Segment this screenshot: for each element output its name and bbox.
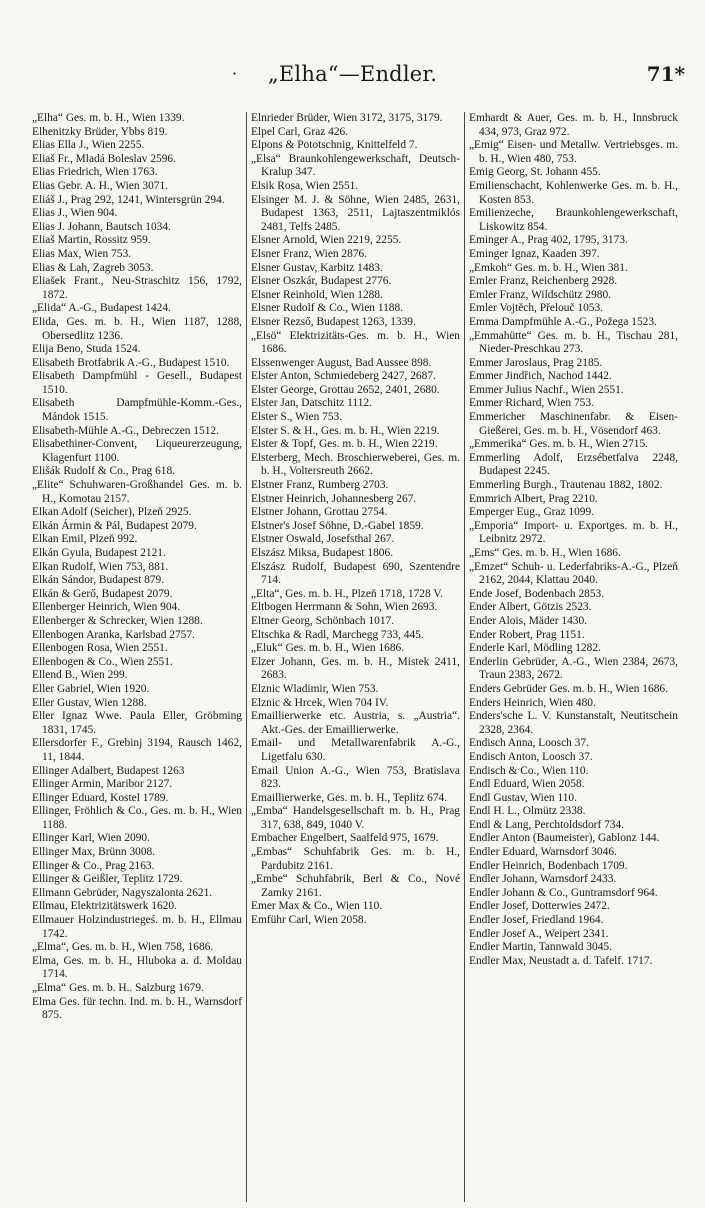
directory-entry: Ellinger, Fröhlich & Co., Ges. m. b. H., Wien 1188. — [32, 805, 242, 831]
directory-entry: „Elma“, Ges. m. b. H., Wien 758, 1686. — [32, 941, 214, 954]
directory-entry: Emilienzeche, Braunkohlengewerkschaft, Liskowitz 854. — [469, 207, 678, 233]
directory-entry: Elisabethiner-Convent, Liqueurerzeugung, Klagenfurt 1100. — [32, 438, 242, 464]
directory-entry: Elstner Oswald, Josefsthal 267. — [251, 533, 395, 546]
directory-entry: Endl Eduard, Wien 2058. — [469, 778, 585, 791]
directory-entry: Elsner Oszkár, Budapest 2776. — [251, 275, 392, 288]
directory-entry: Ende Josef, Bodenbach 2853. — [469, 587, 605, 600]
entry-columns — [28, 112, 682, 1202]
directory-entry: „Elida“ A.-G., Budapest 1424. — [32, 302, 171, 315]
directory-entry: „Elta“, Ges. m. b. H., Plzeň 1718, 1728 V. — [251, 587, 443, 600]
directory-entry: Ender Albert, Götzis 2523. — [469, 601, 592, 614]
directory-entry: Eller Gabriel, Wien 1920. — [32, 682, 150, 695]
directory-entry: Emilienschacht, Kohlenwerke Ges. m. b. H., Kosten 853. — [469, 179, 678, 206]
directory-entry: Elisabeth Brotfabrik A.-G., Budapest 1510. — [32, 356, 230, 369]
directory-entry: Elisabeth Dampfmühl - Gesell., Budapest 1510. — [32, 370, 242, 396]
directory-entry: Endisch & Co., Wien 110. — [469, 764, 589, 777]
directory-entry: Eltbogen Herrmann & Sohn, Wien 2693. — [251, 601, 438, 614]
directory-entry: „Elite“ Schuhwaren-Großhandel Ges. m. b. H., Komotau 2157. — [32, 479, 242, 505]
directory-entry: Emmerling Burgh., Trautenau 1882, 1802. — [469, 479, 663, 492]
directory-entry: Eliaš Martin, Rossitz 959. — [32, 234, 151, 247]
directory-entry: „Emporia“ Import- u. Exportges. m. b. H., Leibnitz 2972. — [469, 519, 678, 546]
directory-entry: Enderlin Gebrüder, A.-G., Wien 2384, 2673, Traun 2383, 2672. — [469, 655, 678, 682]
directory-entry: Emler Franz, Wildschütz 2980. — [469, 288, 611, 301]
page-number: 71* — [646, 62, 685, 86]
directory-entry: Enders Heinrich, Wien 480. — [469, 696, 596, 709]
directory-entry: Elsner Rudolf & Co., Wien 1188. — [251, 302, 404, 315]
directory-entry: Elstner Franz, Rumberg 2703. — [251, 479, 389, 492]
directory-entry: Endler Eduard, Warnsdorf 3046. — [469, 846, 617, 859]
directory-entry: Endler Heinrich, Bodenbach 1709. — [469, 859, 628, 872]
directory-entry: Elišák Rudolf & Co., Prag 618. — [32, 465, 176, 478]
directory-entry: Elsinger M. J. & Söhne, Wien 2485, 2631, Budapest 1363, 2511, Lajtaszentmiklós 2481, Telfs 2485. — [251, 193, 460, 233]
directory-entry: Emperger Eug., Graz 1099. — [469, 506, 595, 519]
directory-entry: Elster S. & H., Ges. m. b. H., Wien 2219. — [251, 424, 440, 437]
directory-entry: „Embe“ Schuhfabrik, Berl & Co., Nové Zamky 2161. — [251, 873, 460, 899]
directory-entry: Enderle Karl, Mödling 1282. — [469, 642, 601, 655]
directory-entry: Eminger A., Prag 402, 1795, 3173. — [469, 234, 628, 247]
column-2 — [246, 112, 464, 1202]
directory-entry: Elida, Ges. m. b. H., Wien 1187, 1288, Obersedlitz 1236. — [32, 315, 242, 342]
directory-entry: Endisch Anton, Loosch 37. — [469, 750, 593, 763]
directory-entry: Elkán Sándor, Budapest 879. — [32, 574, 165, 587]
page-header — [0, 62, 705, 96]
header-mark: · — [232, 64, 238, 83]
directory-entry: Elkan Rudolf, Wien 753, 881. — [32, 560, 169, 573]
directory-entry: Embacher Engelbert, Saalfeld 975, 1679. — [251, 832, 439, 845]
directory-entry: Ender Robert, Prag 1151. — [469, 628, 585, 641]
directory-entry: Elster George, Grottau 2652, 2401, 2680. — [251, 383, 440, 396]
directory-entry: „Emmerika“ Ges. m. b. H., Wien 2715. — [469, 438, 649, 451]
column-1 — [28, 112, 246, 1202]
directory-entry: Ellinger Max, Brünn 3008. — [32, 846, 156, 859]
running-title: „Elha“—Endler. — [267, 62, 438, 86]
directory-entry: Emmer Julius Nachf., Wien 2551. — [469, 383, 624, 396]
directory-entry: Elznic & Hrcek, Wien 704 IV. — [251, 696, 389, 709]
directory-entry: Endl & Lang, Perchtoldsdorf 734. — [469, 818, 625, 831]
directory-entry: Emler Franz, Reichenberg 2928. — [469, 275, 618, 288]
directory-entry: Ellmau, Elektrizitätswerk 1620. — [32, 900, 177, 913]
directory-entry: Ellenbogen Rosa, Wien 2551. — [32, 642, 168, 655]
directory-entry: Elhenitzky Brüder, Ybbs 819. — [32, 125, 168, 138]
directory-entry: „Elha“ Ges. m. b. H., Wien 1339. — [32, 112, 185, 124]
directory-entry: Endler Josef, Dotterwies 2472. — [469, 900, 610, 913]
directory-entry: Elkan Adolf (Seicher), Plzeň 2925. — [32, 506, 192, 519]
directory-entry: Emma Dampfmühle A.-G., Požega 1523. — [469, 315, 657, 328]
directory-entry: Endler Martin, Tannwald 3045. — [469, 941, 612, 954]
directory-entry: Ellenbogen & Co., Wien 2551. — [32, 655, 173, 668]
directory-entry: Ellmauer Holzindustriegeś. m. b. H., Ellmau 1742. — [32, 914, 242, 940]
directory-entry: Elkán Gyula, Budapest 2121. — [32, 547, 166, 559]
directory-entry: Elsner Gustav, Karbitz 1483. — [251, 261, 383, 274]
directory-entry: Ellinger Karl, Wien 2090. — [32, 832, 150, 845]
directory-entry: Elsik Rosa, Wien 2551. — [251, 179, 359, 192]
directory-entry: Endler Johann, Warnsdorf 2433. — [469, 873, 617, 886]
directory-entry: Email- und Metallwarenfabrik A.-G., Ligetfalu 630. — [251, 737, 460, 763]
directory-entry: Emmerling Adolf, Erzsébetfalva 2248, Budapest 2245. — [469, 451, 678, 478]
directory-entry: Elster S., Wien 753. — [251, 411, 343, 424]
directory-entry: Elszász Miksa, Budapest 1806. — [251, 547, 394, 559]
directory-entry: „Emkoh“ Ges. m. b. H., Wien 381. — [469, 261, 628, 274]
directory-entry: „Emig“ Eisen- und Metallw. Vertriebsges. m. b. H., Wien 480, 753. — [469, 139, 678, 165]
directory-entry: Emmrich Albert, Prag 2210. — [469, 492, 598, 505]
directory-entry: Enders Gebrüder Ges. m. b. H., Wien 1686. — [469, 682, 668, 695]
directory-entry: Elias Ella J., Wien 2255. — [32, 139, 145, 152]
directory-entry: Eller Gustav, Wien 1288. — [32, 696, 147, 709]
directory-entry: Eliáš J., Prag 292, 1241, Wintersgrün 294. — [32, 193, 225, 206]
directory-entry: Emer Max & Co., Wien 110. — [251, 900, 383, 913]
directory-entry: Eminger Ignaz, Kaaden 397. — [469, 247, 600, 260]
directory-entry: Emaillierwerke etc. Austria, s. „Austria“. Akt.-Ges. der Emaillierwerke. — [251, 710, 460, 736]
directory-entry: Elkán Ármin & Pál, Budapest 2079. — [32, 519, 197, 532]
directory-entry: Emhardt & Auer, Ges. m. b. H., Innsbruck 434, 973, Graz 972. — [469, 112, 678, 138]
directory-entry: Ellinger Adalbert, Budapest 1263 — [32, 764, 185, 777]
directory-entry: Endler Josef, Friedland 1964. — [469, 914, 604, 927]
directory-entry: Ellinger Armin, Maribor 2127. — [32, 778, 173, 791]
directory-entry: Elsterberg, Mech. Broschierweberei, Ges. m. b. H., Voltersreuth 2662. — [251, 451, 460, 478]
directory-entry: Elsner Rezső, Budapest 1263, 1339. — [251, 315, 416, 328]
directory-entry: Eliašek Frant., Neu-Straschitz 156, 1792, 1872. — [32, 275, 242, 301]
directory-entry: Ender Alois, Mäder 1430. — [469, 614, 587, 627]
directory-entry: Ellend B., Wien 299. — [32, 669, 128, 682]
directory-entry: Elster Jan, Datschitz 1112. — [251, 397, 372, 410]
directory-entry: Eliaš Fr., Mladá Boleslav 2596. — [32, 152, 176, 165]
directory-entry: Eltschka & Radl, Marchegg 733, 445. — [251, 628, 424, 641]
directory-entry: Elias & Lah, Zagreb 3053. — [32, 261, 154, 274]
directory-entry: Elkán & Gerő, Budapest 2079. — [32, 587, 173, 600]
directory-entry: Elpons & Pototschnig, Knittelfeld 7. — [251, 139, 418, 152]
directory-entry: „Elsö“ Elektrizitäts-Ges. m. b. H., Wien 1686. — [251, 329, 460, 356]
directory-entry: Emführ Carl, Wien 2058. — [251, 914, 367, 927]
directory-entry: Ellinger & Geißler, Teplitz 1729. — [32, 873, 183, 886]
directory-entry: Emaillierwerke, Ges. m. b. H., Teplitz 674. — [251, 791, 448, 804]
directory-entry: Elstner Heinrich, Johannesberg 267. — [251, 492, 417, 505]
directory-entry: Elssenwenger August, Bad Aussee 898. — [251, 356, 432, 369]
directory-entry: Ellenbogen Aranka, Karlsbad 2757. — [32, 628, 195, 641]
directory-entry: „Emmahütte“ Ges. m. b. H., Tischau 281, Nieder-Preschkau 273. — [469, 329, 678, 356]
directory-entry: Elija Beno, Studa 1524. — [32, 343, 141, 356]
directory-entry: Elstner Johann, Grottau 2754. — [251, 506, 388, 519]
directory-entry: Elias Gebr. A. H., Wien 3071. — [32, 179, 169, 192]
directory-entry: Elias J. Johann, Bautsch 1034. — [32, 220, 171, 233]
directory-entry: Endl H. L., Olmütz 2338. — [469, 805, 586, 818]
directory-entry: Elsner Franz, Wien 2876. — [251, 247, 368, 260]
column-3 — [464, 112, 682, 1202]
directory-entry: Elkan Emil, Plzeň 992. — [32, 533, 138, 546]
directory-entry: Endler Josef A., Weipert 2341. — [469, 927, 609, 940]
directory-entry: Elpel Carl, Graz 426. — [251, 125, 349, 138]
directory-entry: „Ems“ Ges. m. b. H., Wien 1686. — [469, 547, 621, 559]
directory-entry: Elznic Wladimir, Wien 753. — [251, 682, 379, 695]
directory-entry: Elnrieder Brüder, Wien 3172, 3175, 3179. — [251, 112, 443, 124]
directory-entry: Eltner Georg, Schönbach 1017. — [251, 614, 395, 627]
directory-entry: Elma, Ges. m. b. H., Hluboka a. d. Moldau 1714. — [32, 954, 242, 981]
directory-entry: Elma Ges. für techn. Ind. m. b. H., Warnsdorf 875. — [32, 995, 242, 1022]
directory-entry: „Embas“ Schuhfabrik Ges. m. b. H., Pardubitz 2161. — [251, 846, 460, 872]
directory-entry: Endler Anton (Baumeister), Gablonz 144. — [469, 832, 660, 845]
directory-entry: Emmericher Maschinenfabr. & Eisen-Gießerei, Ges. m. b. H., Vösendorf 463. — [469, 411, 678, 437]
directory-entry: Emmer Jindřich, Nachod 1442. — [469, 370, 612, 383]
directory-entry: Email Union A.-G., Wien 753, Bratislava 823. — [251, 764, 460, 791]
directory-entry: Emler Vojtěch, Přelouč 1053. — [469, 302, 604, 315]
directory-entry: „Emba“ Handelsgesellschaft m. b. H., Prag 317, 638, 849, 1040 V. — [251, 805, 460, 831]
directory-entry: Elzer Johann, Ges. m. b. H., Mistek 2411, 2683. — [251, 655, 460, 682]
directory-entry: Emmer Jaroslaus, Prag 2185. — [469, 356, 603, 369]
directory-entry: Ellinger & Co., Prag 2163. — [32, 859, 155, 872]
directory-entry: Enders'sche L. V. Kunstanstalt, Neutitschein 2328, 2364. — [469, 710, 678, 736]
directory-entry: Ellersdorfer F., Grebinj 3194, Rausch 1462, 11, 1844. — [32, 737, 242, 763]
directory-entry: Elszász Rudolf, Budapest 690, Szentendre 714. — [251, 560, 460, 587]
directory-entry: „Elsa“ Braunkohlengewerkschaft, Deutsch-Kralup 347. — [251, 152, 460, 179]
directory-entry: Emmer Richard, Wien 753. — [469, 397, 594, 410]
directory-entry: Endler Max, Neustadt a. d. Tafelf. 1717. — [469, 954, 653, 967]
directory-entry: Elsner Arnold, Wien 2219, 2255. — [251, 234, 402, 247]
directory-entry: Ellenberger & Schrecker, Wien 1288. — [32, 614, 203, 627]
directory-entry: Elster Anton, Schmiedeberg 2427, 2687. — [251, 370, 436, 383]
directory-entry: „Elma“ Ges. m. b. H.. Salzburg 1679. — [32, 982, 204, 994]
directory-entry: Elisabeth Dampfmühle-Komm.-Ges., Mándok 1515. — [32, 397, 242, 424]
directory-entry: Elstner's Josef Söhne, D.-Gabel 1859. — [251, 519, 424, 532]
directory-entry: Ellinger Eduard, Kostel 1789. — [32, 791, 169, 804]
directory-entry: „Eluk“ Ges. m. b. H., Wien 1686. — [251, 642, 405, 655]
directory-entry: Endisch Anna, Loosch 37. — [469, 737, 589, 750]
directory-entry: Elias Max, Wien 753. — [32, 247, 131, 260]
directory-entry: Elisabeth-Mühle A.-G., Debreczen 1512. — [32, 424, 219, 437]
directory-entry: Elias Friedrich, Wien 1763. — [32, 166, 158, 179]
directory-entry: Elster & Topf, Ges. m. b. H., Wien 2219. — [251, 438, 438, 451]
directory-entry: Ellmann Gebrüder, Nagyszalonta 2621. — [32, 886, 213, 899]
directory-entry: Endl Gustav, Wien 110. — [469, 791, 577, 804]
directory-entry: Endler Johann & Co., Guntramsdorf 964. — [469, 886, 658, 899]
directory-entry: Ellenberger Heinrich, Wien 904. — [32, 601, 181, 614]
directory-entry: Eller Ignaz Wwe. Paula Eller, Gröbming 1831, 1745. — [32, 710, 242, 736]
directory-entry: Emig Georg, St. Johann 455. — [469, 166, 601, 179]
directory-entry: Elsner Reinhold, Wien 1288. — [251, 288, 383, 301]
directory-entry: Elias J., Wien 904. — [32, 207, 118, 220]
directory-entry: „Emzet“ Schuh- u. Lederfabriks-A.-G., Plzeň 2162, 2044, Klattau 2040. — [469, 560, 678, 587]
